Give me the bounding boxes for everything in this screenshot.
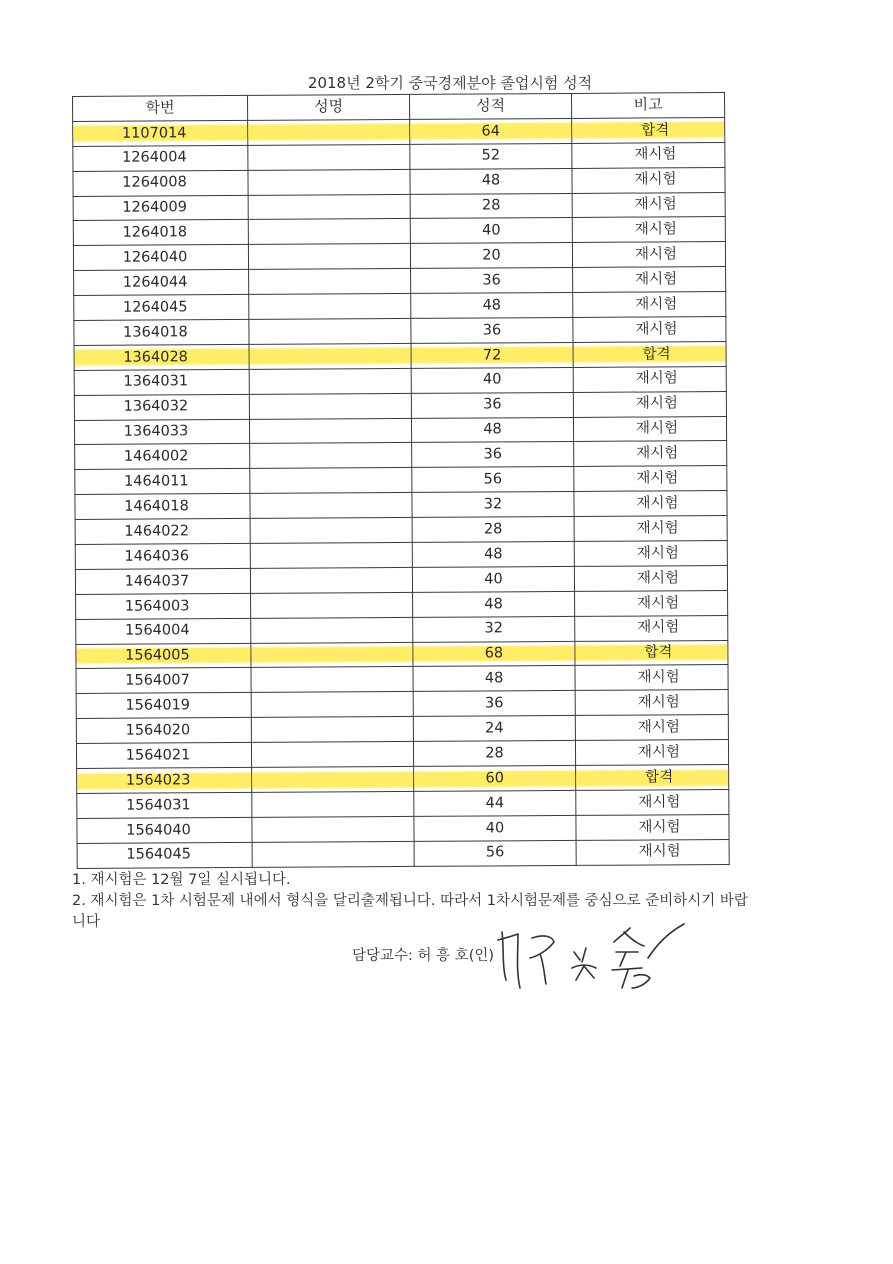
student-name-cell <box>251 717 413 743</box>
student-id-cell: 1464018 <box>75 494 250 520</box>
student-name-cell <box>252 791 414 817</box>
student-name-cell <box>251 692 413 718</box>
student-id-cell: 1564003 <box>76 593 251 619</box>
remark-cell: 재시험 <box>572 142 725 168</box>
student-name-cell <box>248 119 410 145</box>
student-name-cell <box>248 144 410 170</box>
score-cell: 48 <box>412 541 574 567</box>
student-id-cell: 1264040 <box>73 245 248 271</box>
remark-cell: 재시험 <box>575 690 728 716</box>
student-name-cell <box>250 468 412 494</box>
header-name: 성명 <box>247 94 409 120</box>
table-row <box>77 839 729 868</box>
score-cell: 36 <box>411 392 573 418</box>
handwritten-signature <box>488 918 708 998</box>
student-name-cell <box>248 244 410 270</box>
remark-cell: 합격 <box>575 640 728 666</box>
student-name-cell <box>251 617 413 643</box>
remark-cell: 재시험 <box>576 789 729 815</box>
student-id-cell: 1264045 <box>74 295 249 321</box>
score-cell: 20 <box>410 243 572 269</box>
professor-signature-line: 담당교수: 허 흥 호(인) <box>352 948 495 964</box>
score-cell: 28 <box>412 517 574 543</box>
remark-cell: 재시험 <box>575 615 728 641</box>
student-name-cell <box>252 766 414 792</box>
header-score: 성적 <box>409 93 571 119</box>
student-name-cell <box>248 194 410 220</box>
student-name-cell <box>249 318 411 344</box>
score-cell: 36 <box>413 691 575 717</box>
remark-cell: 재시험 <box>575 590 728 616</box>
student-name-cell <box>249 368 411 394</box>
remark-cell: 합격 <box>573 341 726 367</box>
grades-table <box>72 92 730 869</box>
student-name-cell <box>249 343 411 369</box>
student-name-cell <box>252 816 414 842</box>
remark-cell: 합격 <box>572 117 725 143</box>
remark-cell: 재시험 <box>572 217 725 243</box>
student-id-cell: 1364018 <box>74 319 249 345</box>
student-id-cell: 1564040 <box>77 817 252 843</box>
student-id-cell: 1364031 <box>74 369 249 395</box>
score-cell: 36 <box>411 268 573 294</box>
score-cell: 24 <box>413 716 575 742</box>
student-id-cell: 1364028 <box>74 344 249 370</box>
remark-cell: 재시험 <box>574 441 727 467</box>
header-student-id: 학번 <box>73 95 248 121</box>
student-id-cell: 1264044 <box>74 270 249 296</box>
score-cell: 56 <box>412 467 574 493</box>
score-cell: 72 <box>411 342 573 368</box>
score-cell: 36 <box>412 442 574 468</box>
note-1: 1. 재시험은 12월 7일 실시됩니다. <box>72 872 291 888</box>
score-cell: 48 <box>410 168 572 194</box>
score-cell: 60 <box>414 765 576 791</box>
header-remark: 비고 <box>571 93 724 119</box>
student-id-cell: 1564021 <box>76 743 251 769</box>
remark-cell: 재시험 <box>574 491 727 517</box>
student-name-cell <box>249 294 411 320</box>
student-id-cell: 1264009 <box>73 195 248 221</box>
score-cell: 68 <box>413 641 575 667</box>
student-name-cell <box>249 418 411 444</box>
student-name-cell <box>251 742 413 768</box>
remark-cell: 재시험 <box>573 416 726 442</box>
score-cell: 32 <box>413 616 575 642</box>
remark-cell: 재시험 <box>575 740 728 766</box>
student-id-cell: 1464036 <box>75 543 250 569</box>
student-name-cell <box>248 169 410 195</box>
student-name-cell <box>250 518 412 544</box>
document-title: 2018년 2학기 중국경제분야 졸업시험 성적 <box>307 74 593 92</box>
remark-cell: 재시험 <box>573 292 726 318</box>
remark-cell: 재시험 <box>576 814 729 840</box>
score-cell: 48 <box>411 417 573 443</box>
remark-cell: 재시험 <box>572 242 725 268</box>
remark-cell: 재시험 <box>574 541 727 567</box>
student-id-cell: 1364032 <box>74 394 249 420</box>
score-cell: 28 <box>413 741 575 767</box>
student-id-cell: 1564004 <box>76 618 251 644</box>
student-id-cell: 1564023 <box>77 767 252 793</box>
score-cell: 48 <box>413 666 575 692</box>
student-name-cell <box>250 542 412 568</box>
score-cell: 44 <box>414 790 576 816</box>
student-name-cell <box>251 642 413 668</box>
student-id-cell: 1364033 <box>74 419 249 445</box>
student-id-cell: 1264004 <box>73 145 248 171</box>
score-cell: 48 <box>413 591 575 617</box>
score-cell: 40 <box>410 218 572 244</box>
table-body <box>73 117 730 868</box>
remark-cell: 재시험 <box>574 466 727 492</box>
student-name-cell <box>249 393 411 419</box>
remark-cell: 재시험 <box>575 665 728 691</box>
student-name-cell <box>248 219 410 245</box>
student-name-cell <box>250 567 412 593</box>
remark-cell: 재시험 <box>573 317 726 343</box>
remark-cell: 재시험 <box>574 516 727 542</box>
score-cell: 52 <box>410 143 572 169</box>
score-cell: 56 <box>414 840 576 866</box>
remark-cell: 재시험 <box>573 391 726 417</box>
student-id-cell: 1564031 <box>77 792 252 818</box>
student-name-cell <box>249 269 411 295</box>
score-cell: 40 <box>411 367 573 393</box>
remark-cell: 재시험 <box>574 565 727 591</box>
note-2: 2. 재시험은 1차 시험문제 내에서 형식을 달리출제됩니다. 따라서 1차시험문제를 중심으로 준비하시기 바랍니다 <box>72 893 748 930</box>
score-cell: 40 <box>414 815 576 841</box>
score-cell: 64 <box>410 118 572 144</box>
score-cell: 48 <box>411 293 573 319</box>
remark-cell: 합격 <box>576 765 729 791</box>
student-id-cell: 1264008 <box>73 170 248 196</box>
remark-cell: 재시험 <box>576 839 729 865</box>
score-cell: 36 <box>411 317 573 343</box>
student-name-cell <box>250 443 412 469</box>
remark-cell: 재시험 <box>573 267 726 293</box>
score-cell: 40 <box>412 566 574 592</box>
student-name-cell <box>252 841 414 867</box>
student-id-cell: 1564020 <box>76 718 251 744</box>
student-id-cell: 1264018 <box>73 220 248 246</box>
student-name-cell <box>251 592 413 618</box>
student-name-cell <box>251 667 413 693</box>
student-id-cell: 1464022 <box>75 519 250 545</box>
student-id-cell: 1564005 <box>76 643 251 669</box>
remark-cell: 재시험 <box>572 192 725 218</box>
student-id-cell: 1464011 <box>75 469 250 495</box>
score-cell: 32 <box>412 492 574 518</box>
student-id-cell: 1464037 <box>75 568 250 594</box>
student-id-cell: 1464002 <box>75 444 250 470</box>
student-id-cell: 1564045 <box>77 842 252 868</box>
remark-cell: 재시험 <box>572 167 725 193</box>
remark-cell: 재시험 <box>573 366 726 392</box>
student-name-cell <box>250 493 412 519</box>
student-id-cell: 1564007 <box>76 668 251 694</box>
student-id-cell: 1107014 <box>73 120 248 146</box>
score-cell: 28 <box>410 193 572 219</box>
student-id-cell: 1564019 <box>76 693 251 719</box>
remark-cell: 재시험 <box>575 715 728 741</box>
